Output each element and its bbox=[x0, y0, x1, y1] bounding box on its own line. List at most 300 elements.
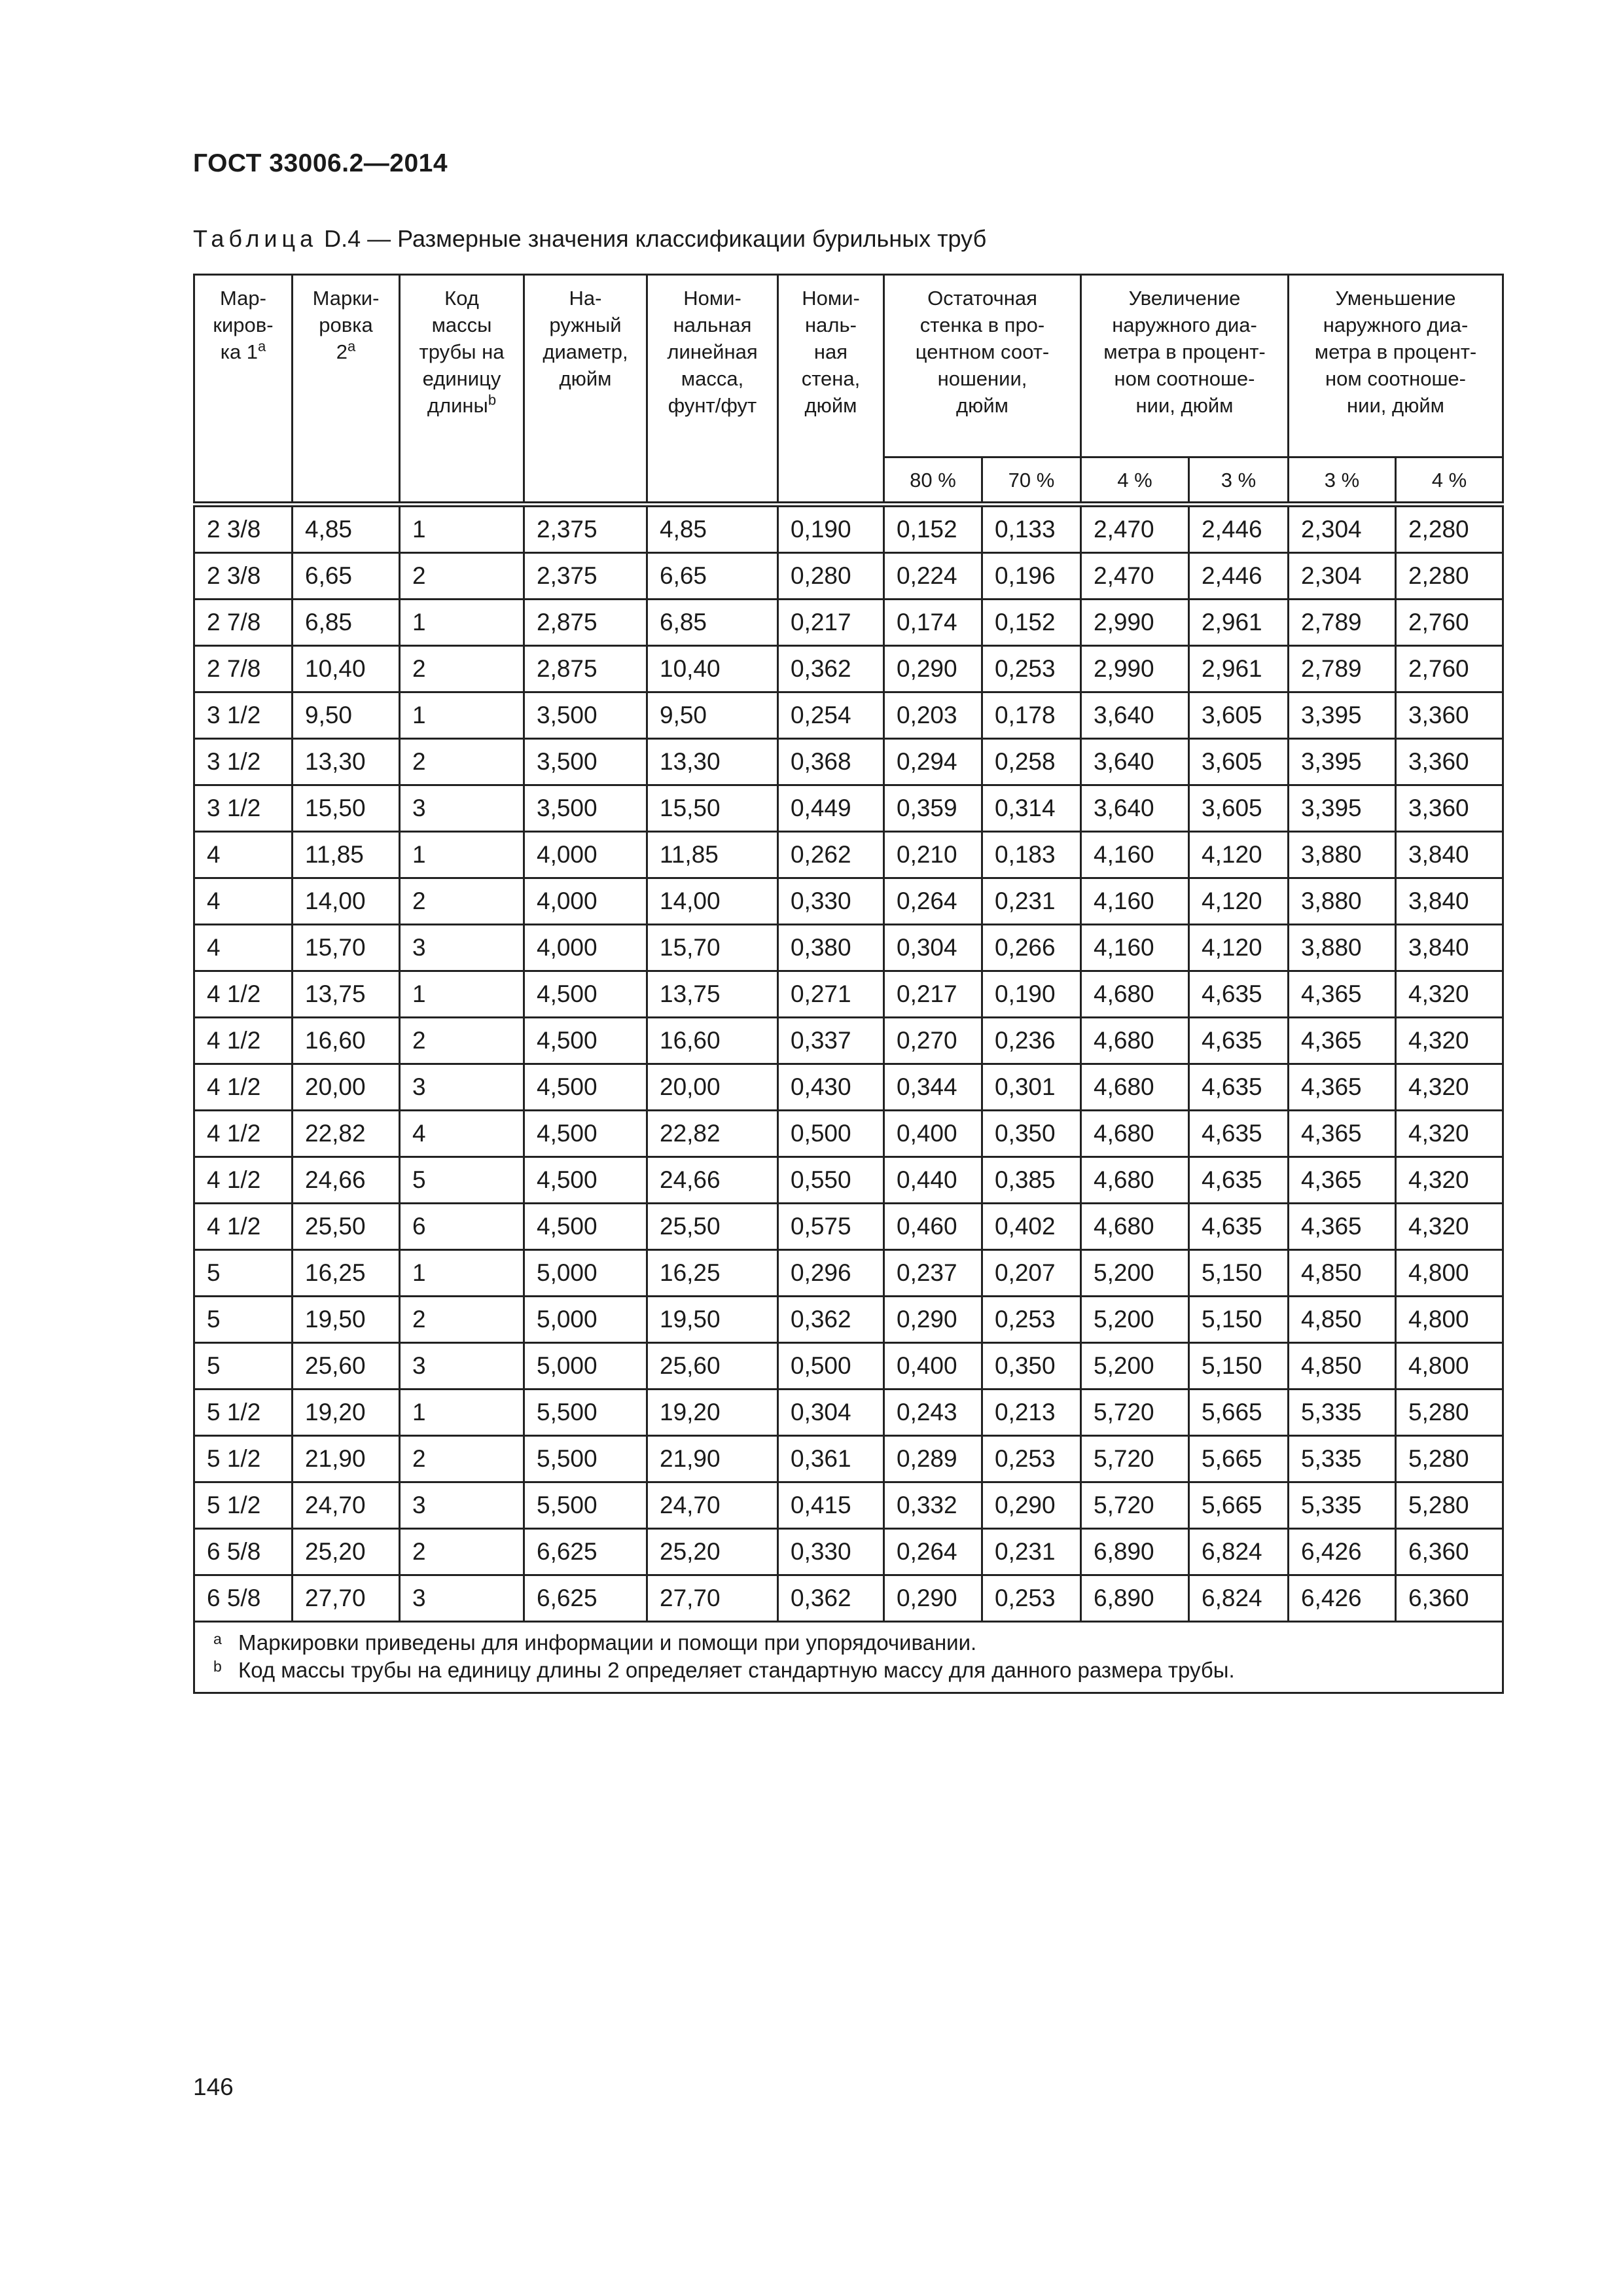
table-cell: 25,20 bbox=[647, 1529, 778, 1575]
table-cell: 0,213 bbox=[982, 1390, 1081, 1436]
footnotes bbox=[194, 1622, 1503, 1693]
header-line: Остаточная bbox=[927, 287, 1037, 310]
table-cell: 24,70 bbox=[293, 1482, 400, 1529]
table-cell: 13,75 bbox=[647, 971, 778, 1018]
table-cell: 5,500 bbox=[524, 1390, 647, 1436]
table-cell: 2 bbox=[400, 1436, 524, 1482]
table-cell: 6,824 bbox=[1189, 1529, 1289, 1575]
table-cell: 0,253 bbox=[982, 1436, 1081, 1482]
footnote-mark: a bbox=[213, 1630, 222, 1647]
column-header bbox=[778, 275, 884, 505]
group-header bbox=[1081, 275, 1289, 457]
header-line: длины bbox=[427, 394, 488, 417]
table-cell: 4 bbox=[194, 878, 293, 925]
table-cell: 0,224 bbox=[884, 553, 982, 600]
table-cell: 0,231 bbox=[982, 1529, 1081, 1575]
table-cell: 4,680 bbox=[1081, 1204, 1189, 1250]
table-cell: 0,337 bbox=[778, 1018, 884, 1064]
table-row bbox=[194, 832, 1503, 878]
table-cell: 6,890 bbox=[1081, 1529, 1189, 1575]
percent-subheader: 80 % bbox=[884, 457, 982, 505]
table-cell: 3 1/2 bbox=[194, 739, 293, 785]
header-line: дюйм bbox=[804, 394, 857, 417]
table-cell: 25,60 bbox=[647, 1343, 778, 1390]
table-cell: 2,875 bbox=[524, 600, 647, 646]
table-cell: 4,320 bbox=[1396, 1157, 1503, 1204]
table-cell: 4,160 bbox=[1081, 832, 1189, 878]
table-cell: 2,760 bbox=[1396, 600, 1503, 646]
table-cell: 2,280 bbox=[1396, 505, 1503, 553]
table-cell: 0,217 bbox=[884, 971, 982, 1018]
table-cell: 5,335 bbox=[1289, 1482, 1396, 1529]
table-cell: 5,665 bbox=[1189, 1436, 1289, 1482]
footnote-mark: a bbox=[348, 338, 356, 355]
table-cell: 13,75 bbox=[293, 971, 400, 1018]
table-cell: 6,65 bbox=[293, 553, 400, 600]
table-cell: 3,640 bbox=[1081, 785, 1189, 832]
table-cell: 15,50 bbox=[647, 785, 778, 832]
header-line: Марки- bbox=[312, 287, 380, 310]
table-cell: 0,203 bbox=[884, 692, 982, 739]
table-cell: 6,65 bbox=[647, 553, 778, 600]
table-cell: 15,70 bbox=[647, 925, 778, 971]
table-cell: 0,400 bbox=[884, 1343, 982, 1390]
table-cell: 0,290 bbox=[884, 646, 982, 692]
table-cell: 14,00 bbox=[293, 878, 400, 925]
table-cell: 4,160 bbox=[1081, 878, 1189, 925]
table-cell: 11,85 bbox=[293, 832, 400, 878]
table-cell: 0,296 bbox=[778, 1250, 884, 1297]
table-cell: 15,50 bbox=[293, 785, 400, 832]
table-cell: 0,280 bbox=[778, 553, 884, 600]
table-cell: 5,280 bbox=[1396, 1482, 1503, 1529]
header-line: нальная bbox=[673, 314, 752, 336]
table-cell: 27,70 bbox=[647, 1575, 778, 1622]
table-cell: 3 bbox=[400, 785, 524, 832]
table-cell: 5,000 bbox=[524, 1343, 647, 1390]
table-cell: 5 bbox=[400, 1157, 524, 1204]
table-cell: 4,500 bbox=[524, 1018, 647, 1064]
table-caption bbox=[193, 225, 986, 253]
table-cell: 0,344 bbox=[884, 1064, 982, 1111]
table-cell: 0,361 bbox=[778, 1436, 884, 1482]
column-header bbox=[293, 275, 400, 505]
table-cell: 25,50 bbox=[647, 1204, 778, 1250]
table-row bbox=[194, 1343, 1503, 1390]
table-cell: 11,85 bbox=[647, 832, 778, 878]
table-cell: 4,635 bbox=[1189, 1018, 1289, 1064]
table-cell: 0,430 bbox=[778, 1064, 884, 1111]
table-cell: 4,500 bbox=[524, 971, 647, 1018]
table-row bbox=[194, 1482, 1503, 1529]
table-cell: 6,360 bbox=[1396, 1575, 1503, 1622]
table-cell: 0,264 bbox=[884, 878, 982, 925]
table-cell: 0,190 bbox=[778, 505, 884, 553]
table-cell: 5 1/2 bbox=[194, 1436, 293, 1482]
table-cell: 6,85 bbox=[293, 600, 400, 646]
table-cell: 2 bbox=[400, 1529, 524, 1575]
table-cell: 9,50 bbox=[647, 692, 778, 739]
table-cell: 16,60 bbox=[647, 1018, 778, 1064]
table-cell: 0,350 bbox=[982, 1343, 1081, 1390]
table-cell: 1 bbox=[400, 1250, 524, 1297]
column-header bbox=[647, 275, 778, 505]
table-cell: 2,304 bbox=[1289, 505, 1396, 553]
header-line: ка 1 bbox=[220, 340, 259, 363]
table-cell: 0,304 bbox=[778, 1390, 884, 1436]
table-cell: 4,850 bbox=[1289, 1297, 1396, 1343]
table-cell: 4,800 bbox=[1396, 1297, 1503, 1343]
table-cell: 4,680 bbox=[1081, 1111, 1189, 1157]
header-line: стенка в про- bbox=[919, 314, 1045, 336]
table-cell: 5,000 bbox=[524, 1297, 647, 1343]
table-cell: 4 1/2 bbox=[194, 971, 293, 1018]
table-cell: 0,575 bbox=[778, 1204, 884, 1250]
table-cell: 14,00 bbox=[647, 878, 778, 925]
table-row bbox=[194, 739, 1503, 785]
table-cell: 0,362 bbox=[778, 1575, 884, 1622]
table-cell: 25,50 bbox=[293, 1204, 400, 1250]
header-line: Мар- bbox=[220, 287, 266, 310]
header-line: ная bbox=[813, 340, 848, 363]
table-cell: 0,294 bbox=[884, 739, 982, 785]
percent-subheader: 70 % bbox=[982, 457, 1081, 505]
table-cell: 4 bbox=[400, 1111, 524, 1157]
table-cell: 13,30 bbox=[647, 739, 778, 785]
table-cell: 10,40 bbox=[647, 646, 778, 692]
table-cell: 2 bbox=[400, 1297, 524, 1343]
table-cell: 0,290 bbox=[884, 1297, 982, 1343]
header-line: массы bbox=[431, 314, 492, 336]
table-cell: 1 bbox=[400, 600, 524, 646]
table-cell: 2 7/8 bbox=[194, 600, 293, 646]
header-line: Уменьшение bbox=[1335, 287, 1456, 310]
table-row bbox=[194, 1390, 1503, 1436]
table-cell: 4,120 bbox=[1189, 925, 1289, 971]
table-cell: 4,800 bbox=[1396, 1250, 1503, 1297]
table-cell: 24,66 bbox=[647, 1157, 778, 1204]
header-line: единицу bbox=[422, 367, 501, 390]
table-cell: 3,500 bbox=[524, 739, 647, 785]
table-cell: 0,207 bbox=[982, 1250, 1081, 1297]
table-cell: 19,20 bbox=[647, 1390, 778, 1436]
table-cell: 3,395 bbox=[1289, 692, 1396, 739]
header-line: ровка bbox=[319, 314, 373, 336]
table-cell: 4,320 bbox=[1396, 1111, 1503, 1157]
table-cell: 4 1/2 bbox=[194, 1018, 293, 1064]
header-line: дюйм bbox=[559, 367, 612, 390]
header-line: центном соот- bbox=[915, 340, 1050, 363]
header-line: Номи- bbox=[683, 287, 741, 310]
footnote bbox=[213, 1657, 1490, 1684]
table-cell: 3,840 bbox=[1396, 878, 1503, 925]
header-line: ном соотноше- bbox=[1114, 367, 1255, 390]
table-cell: 2,990 bbox=[1081, 600, 1189, 646]
table-cell: 4,500 bbox=[524, 1064, 647, 1111]
table-cell: 4,120 bbox=[1189, 878, 1289, 925]
table-cell: 0,210 bbox=[884, 832, 982, 878]
table-cell: 2,375 bbox=[524, 553, 647, 600]
pipe-classification-table bbox=[193, 274, 1504, 1694]
table-caption-text: D.4 — Размерные значения классификации бурильных труб bbox=[317, 225, 987, 252]
table-cell: 0,253 bbox=[982, 1575, 1081, 1622]
table-cell: 5,000 bbox=[524, 1250, 647, 1297]
table-row bbox=[194, 1250, 1503, 1297]
table-cell: 0,152 bbox=[884, 505, 982, 553]
table-cell: 16,25 bbox=[647, 1250, 778, 1297]
table-cell: 3,360 bbox=[1396, 785, 1503, 832]
table-cell: 0,440 bbox=[884, 1157, 982, 1204]
table-cell: 0,460 bbox=[884, 1204, 982, 1250]
table-cell: 3,840 bbox=[1396, 832, 1503, 878]
table-cell: 4,320 bbox=[1396, 971, 1503, 1018]
table-cell: 2,304 bbox=[1289, 553, 1396, 600]
table-cell: 0,415 bbox=[778, 1482, 884, 1529]
table-cell: 1 bbox=[400, 971, 524, 1018]
table-cell: 2 3/8 bbox=[194, 553, 293, 600]
header-line: нии, дюйм bbox=[1347, 394, 1444, 417]
table-cell: 6 5/8 bbox=[194, 1529, 293, 1575]
footnote-text: Код массы трубы на единицу длины 2 определяет стандартную массу для данного размера трубы. bbox=[238, 1658, 1235, 1682]
table-cell: 0,217 bbox=[778, 600, 884, 646]
table-cell: 16,25 bbox=[293, 1250, 400, 1297]
footnote-text: Маркировки приведены для информации и помощи при упорядочивании. bbox=[238, 1630, 977, 1655]
table-cell: 3,840 bbox=[1396, 925, 1503, 971]
table-cell: 0,258 bbox=[982, 739, 1081, 785]
table-cell: 4,365 bbox=[1289, 1111, 1396, 1157]
table-cell: 3 1/2 bbox=[194, 785, 293, 832]
table-cell: 0,243 bbox=[884, 1390, 982, 1436]
table-cell: 6,85 bbox=[647, 600, 778, 646]
table-cell: 0,330 bbox=[778, 1529, 884, 1575]
table-cell: 0,183 bbox=[982, 832, 1081, 878]
table-cell: 2,875 bbox=[524, 646, 647, 692]
table-cell: 6,426 bbox=[1289, 1575, 1396, 1622]
page-number: 146 bbox=[193, 2073, 234, 2100]
table-cell: 3,395 bbox=[1289, 739, 1396, 785]
table-cell: 0,152 bbox=[982, 600, 1081, 646]
table-cell: 21,90 bbox=[293, 1436, 400, 1482]
table-cell: 3,500 bbox=[524, 692, 647, 739]
percent-subheader: 4 % bbox=[1396, 457, 1503, 505]
table-cell: 2 bbox=[400, 739, 524, 785]
table-cell: 3,605 bbox=[1189, 692, 1289, 739]
table-row bbox=[194, 971, 1503, 1018]
table-cell: 4,680 bbox=[1081, 971, 1189, 1018]
table-cell: 5 bbox=[194, 1297, 293, 1343]
table-cell: 5,665 bbox=[1189, 1482, 1289, 1529]
table-cell: 2,760 bbox=[1396, 646, 1503, 692]
table-cell: 2 bbox=[400, 553, 524, 600]
table-cell: 2,446 bbox=[1189, 505, 1289, 553]
table-cell: 0,362 bbox=[778, 1297, 884, 1343]
table-row bbox=[194, 553, 1503, 600]
table-cell: 4 1/2 bbox=[194, 1157, 293, 1204]
table-cell: 24,66 bbox=[293, 1157, 400, 1204]
table-cell: 0,289 bbox=[884, 1436, 982, 1482]
table-row bbox=[194, 600, 1503, 646]
header-line: ношении, bbox=[937, 367, 1027, 390]
table-cell: 3,360 bbox=[1396, 692, 1503, 739]
table-cell: 5,200 bbox=[1081, 1250, 1189, 1297]
table-cell: 6 bbox=[400, 1204, 524, 1250]
header-line: линейная bbox=[667, 340, 758, 363]
table-cell: 0,362 bbox=[778, 646, 884, 692]
table-cell: 3 bbox=[400, 1064, 524, 1111]
table-cell: 3 bbox=[400, 1343, 524, 1390]
table-row bbox=[194, 1111, 1503, 1157]
table-cell: 2,789 bbox=[1289, 600, 1396, 646]
footnote-mark: a bbox=[258, 338, 266, 355]
table-cell: 0,237 bbox=[884, 1250, 982, 1297]
table-cell: 6,824 bbox=[1189, 1575, 1289, 1622]
table-cell: 20,00 bbox=[293, 1064, 400, 1111]
table-cell: 4 1/2 bbox=[194, 1064, 293, 1111]
column-header bbox=[524, 275, 647, 505]
group-header bbox=[1289, 275, 1503, 457]
table-cell: 4,000 bbox=[524, 878, 647, 925]
table-cell: 21,90 bbox=[647, 1436, 778, 1482]
table-cell: 1 bbox=[400, 505, 524, 553]
header-line: фунт/фут bbox=[668, 394, 757, 417]
table-cell: 0,271 bbox=[778, 971, 884, 1018]
table-cell: 6,625 bbox=[524, 1529, 647, 1575]
table-cell: 0,301 bbox=[982, 1064, 1081, 1111]
table-cell: 2,470 bbox=[1081, 553, 1189, 600]
table-row bbox=[194, 1529, 1503, 1575]
table-cell: 5,500 bbox=[524, 1482, 647, 1529]
table-cell: 4,635 bbox=[1189, 1204, 1289, 1250]
header-line: ружный bbox=[549, 314, 622, 336]
column-header bbox=[194, 275, 293, 505]
table-row bbox=[194, 1204, 1503, 1250]
table-row bbox=[194, 785, 1503, 832]
table-cell: 0,385 bbox=[982, 1157, 1081, 1204]
table-cell: 2 bbox=[400, 1018, 524, 1064]
table-cell: 4,365 bbox=[1289, 1157, 1396, 1204]
table-cell: 6 5/8 bbox=[194, 1575, 293, 1622]
table-cell: 0,314 bbox=[982, 785, 1081, 832]
table-cell: 5 bbox=[194, 1250, 293, 1297]
table-cell: 5 1/2 bbox=[194, 1390, 293, 1436]
table-cell: 2,375 bbox=[524, 505, 647, 553]
table-cell: 4,500 bbox=[524, 1157, 647, 1204]
table-cell: 3 1/2 bbox=[194, 692, 293, 739]
table-cell: 2 7/8 bbox=[194, 646, 293, 692]
table-cell: 4,635 bbox=[1189, 1064, 1289, 1111]
table-cell: 0,190 bbox=[982, 971, 1081, 1018]
header-line: нии, дюйм bbox=[1135, 394, 1234, 417]
table-cell: 4,320 bbox=[1396, 1204, 1503, 1250]
table-cell: 4,635 bbox=[1189, 1157, 1289, 1204]
table-cell: 4 bbox=[194, 832, 293, 878]
footnote bbox=[213, 1629, 1490, 1657]
header-line: киров- bbox=[213, 314, 274, 336]
table-body bbox=[194, 505, 1503, 1693]
table-cell: 2 bbox=[400, 878, 524, 925]
header-line: метра в процент- bbox=[1103, 340, 1266, 363]
table-row bbox=[194, 1064, 1503, 1111]
table-cell: 6,426 bbox=[1289, 1529, 1396, 1575]
table-cell: 4,800 bbox=[1396, 1343, 1503, 1390]
table-cell: 5,280 bbox=[1396, 1436, 1503, 1482]
table-cell: 4,000 bbox=[524, 925, 647, 971]
table-row bbox=[194, 1436, 1503, 1482]
table-cell: 0,262 bbox=[778, 832, 884, 878]
table-cell: 19,50 bbox=[293, 1297, 400, 1343]
header-line: Номи- bbox=[802, 287, 860, 310]
table-cell: 10,40 bbox=[293, 646, 400, 692]
table-cell: 4,500 bbox=[524, 1111, 647, 1157]
header-line: 2 bbox=[336, 340, 348, 363]
header-line: масса, bbox=[681, 367, 744, 390]
table-cell: 0,500 bbox=[778, 1111, 884, 1157]
table-cell: 1 bbox=[400, 692, 524, 739]
table-cell: 4,85 bbox=[647, 505, 778, 553]
table-cell: 4,680 bbox=[1081, 1064, 1189, 1111]
table-cell: 4,160 bbox=[1081, 925, 1189, 971]
table-cell: 16,60 bbox=[293, 1018, 400, 1064]
table-cell: 3,880 bbox=[1289, 925, 1396, 971]
table-cell: 3 bbox=[400, 1575, 524, 1622]
header-line: На- bbox=[569, 287, 602, 310]
table-cell: 19,20 bbox=[293, 1390, 400, 1436]
table-cell: 0,231 bbox=[982, 878, 1081, 925]
table-cell: 4,680 bbox=[1081, 1157, 1189, 1204]
table-cell: 5,280 bbox=[1396, 1390, 1503, 1436]
header-line: ном соотноше- bbox=[1325, 367, 1466, 390]
table-row bbox=[194, 925, 1503, 971]
table-cell: 3,880 bbox=[1289, 878, 1396, 925]
table-cell: 5 1/2 bbox=[194, 1482, 293, 1529]
table-cell: 3,880 bbox=[1289, 832, 1396, 878]
document-id: ГОСТ 33006.2—2014 bbox=[193, 149, 448, 177]
header-line: наружного диа- bbox=[1323, 314, 1469, 336]
table-cell: 2,961 bbox=[1189, 646, 1289, 692]
table-cell: 1 bbox=[400, 832, 524, 878]
table-cell: 5,335 bbox=[1289, 1436, 1396, 1482]
table-cell: 0,254 bbox=[778, 692, 884, 739]
table-cell: 0,133 bbox=[982, 505, 1081, 553]
table-cell: 5,720 bbox=[1081, 1482, 1189, 1529]
table-cell: 2 bbox=[400, 646, 524, 692]
table-row bbox=[194, 692, 1503, 739]
header-line: Увеличение bbox=[1128, 287, 1241, 310]
table-cell: 0,178 bbox=[982, 692, 1081, 739]
table-cell: 0,350 bbox=[982, 1111, 1081, 1157]
table-cell: 0,236 bbox=[982, 1018, 1081, 1064]
table-cell: 6,360 bbox=[1396, 1529, 1503, 1575]
table-cell: 4,365 bbox=[1289, 1204, 1396, 1250]
table-cell: 4,85 bbox=[293, 505, 400, 553]
table-cell: 2,470 bbox=[1081, 505, 1189, 553]
table-cell: 0,380 bbox=[778, 925, 884, 971]
table-cell: 4,320 bbox=[1396, 1064, 1503, 1111]
table-cell: 0,449 bbox=[778, 785, 884, 832]
table-cell: 0,550 bbox=[778, 1157, 884, 1204]
table-cell: 0,330 bbox=[778, 878, 884, 925]
table-cell: 13,30 bbox=[293, 739, 400, 785]
table-cell: 9,50 bbox=[293, 692, 400, 739]
table-cell: 1 bbox=[400, 1390, 524, 1436]
table-cell: 3,360 bbox=[1396, 739, 1503, 785]
table-cell: 0,359 bbox=[884, 785, 982, 832]
table-cell: 0,253 bbox=[982, 646, 1081, 692]
table-header-row bbox=[194, 275, 1503, 457]
table-row bbox=[194, 646, 1503, 692]
table-cell: 4,635 bbox=[1189, 971, 1289, 1018]
table-cell: 5,200 bbox=[1081, 1343, 1189, 1390]
